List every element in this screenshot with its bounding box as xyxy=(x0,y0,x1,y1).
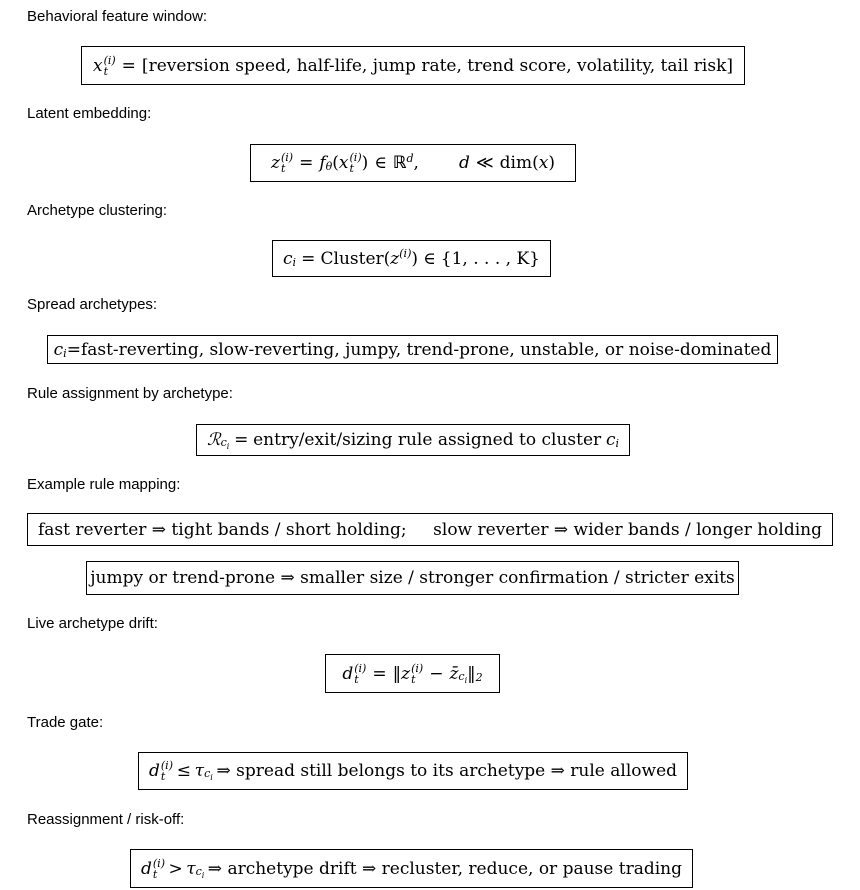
drift-equation: d (i) t = ‖ z (i) t − z̄ $c_i$ ‖ 2 xyxy=(325,654,500,693)
section-label-behavioral: Behavioral feature window: xyxy=(27,8,208,25)
mapping-jumpy-trend: jumpy or trend-prone ⇒ smaller size / stronger confirmation / stricter exits xyxy=(90,568,735,588)
cluster-equation: c i = Cluster ( z (i) ) ∈ {1, . . . , K} xyxy=(272,240,551,277)
section-label-example: Example rule mapping: xyxy=(27,476,181,493)
cluster-set: {1, . . . , K} xyxy=(440,248,540,269)
feature-vector-equation: x (i) t = [ reversion speed, half-life, jump rate, trend score, volatility, tail risk ] xyxy=(81,46,745,85)
archetype-list-text: fast-reverting, slow-reverting, jumpy, trend-prone, unstable, or noise-dominated xyxy=(80,339,772,360)
mapping-slow-reverter: slow reverter ⇒ wider bands / longer holding xyxy=(433,519,822,540)
section-label-clustering: Archetype clustering: xyxy=(27,202,168,219)
trade-gate-equation: d (i) t ≤ τ $c_i$ ⇒ spread still belongs to its archetype ⇒ rule allowed xyxy=(138,752,688,790)
dim-operator: dim xyxy=(499,153,533,173)
section-label-latent: Latent embedding: xyxy=(27,105,152,122)
embedding-equation: z (i) t = f θ ( x (i) t ) ∈ ℝ d , d ≪ dim ( x ) xyxy=(250,144,576,182)
gate-text: ⇒ spread still belongs to its archetype ⇒ rule allowed xyxy=(216,761,678,781)
rule-mapping-row-1 xyxy=(27,513,833,546)
section-label-spread: Spread archetypes: xyxy=(27,296,158,313)
mapping-fast-reverter: fast reverter ⇒ tight bands / short holding; xyxy=(38,519,407,540)
section-label-reassign: Reassignment / risk-off: xyxy=(27,811,185,828)
section-label-drift: Live archetype drift: xyxy=(27,615,158,632)
rule-assignment-equation: ℛ $c_i$ = entry/exit/sizing rule assigned to cluster c i xyxy=(196,424,630,456)
reassignment-equation: d (i) t > τ $c_i$ ⇒ archetype drift ⇒ recluster, reduce, or pause trading xyxy=(130,849,693,888)
section-label-rule: Rule assignment by archetype: xyxy=(27,385,233,402)
reassign-text: ⇒ archetype drift ⇒ recluster, reduce, or pause trading xyxy=(207,858,682,879)
feature-list-text: reversion speed, half-life, jump rate, trend score, volatility, tail risk xyxy=(148,55,727,76)
cluster-operator: Cluster xyxy=(320,248,384,269)
section-label-gate: Trade gate: xyxy=(27,714,104,731)
rule-text: entry/exit/sizing rule assigned to cluster xyxy=(253,430,602,450)
rule-mapping-row-2 xyxy=(86,561,739,595)
archetype-list-equation: c i = fast-reverting, slow-reverting, jumpy, trend-prone, unstable, or noise-dominated xyxy=(47,335,778,364)
